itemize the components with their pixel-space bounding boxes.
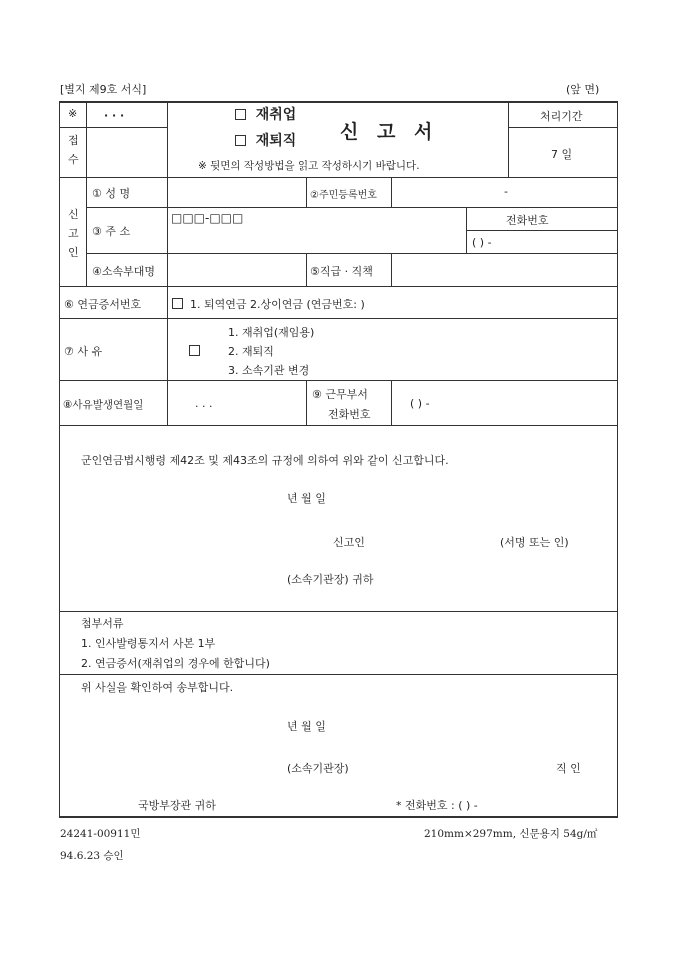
confirmation-date-line[interactable]: 년 월 일 — [287, 720, 326, 733]
declarant-label: 신고인 — [333, 536, 365, 549]
reposition-checkbox[interactable] — [235, 135, 246, 146]
page-side-label: (앞 면) — [566, 83, 600, 96]
receipt-date-field[interactable]: · · · — [104, 109, 125, 122]
attachment-item-1: 1. 인사발령통지서 사본 1부 — [81, 637, 216, 650]
official-seal-label: 직 인 — [556, 762, 581, 775]
reemployment-checkbox[interactable] — [235, 109, 246, 120]
paper-spec: 210mm×297mm, 신문용지 54g/㎡ — [424, 828, 598, 840]
declaration-date-line[interactable]: 년 월 일 — [287, 492, 326, 505]
rrn-label: ②주민등록번호 — [310, 190, 377, 201]
option-reemployment[interactable] — [235, 104, 296, 124]
pension-checkbox[interactable] — [172, 298, 183, 309]
declaration-text: 군인연금법시행령 제42조 및 제43조의 규정에 의하여 위와 같이 신고합니다. — [81, 454, 449, 467]
occurrence-date-field[interactable]: . . . — [195, 397, 213, 410]
name-label: ① 성 명 — [92, 187, 131, 200]
form-code: 24241-00911민 — [60, 828, 141, 840]
applicant-section-char-2: 고 — [68, 227, 79, 240]
reason-item-1: 1. 재취업(재임용) — [228, 326, 315, 339]
attachment-item-2: 2. 연금증서(재취업의 경우에 한합니다) — [81, 657, 270, 670]
postal-code-field[interactable]: □□□-□□□ — [171, 211, 244, 225]
rank-label: ⑤직급 · 직책 — [310, 265, 373, 278]
phone-label: 전화번호 — [506, 214, 549, 227]
pension-label: ⑥ 연금증서번호 — [64, 298, 142, 311]
authority-label: (소속기관장) — [287, 762, 349, 775]
table-bottom-border — [59, 816, 618, 818]
reemployment-label: 재취업 — [255, 107, 297, 123]
occurrence-date-label: ⑧사유발생연월일 — [63, 399, 144, 411]
applicant-section-char-3: 인 — [68, 246, 79, 259]
signature-note[interactable]: (서명 또는 인) — [500, 536, 569, 549]
processing-period-value: 7 일 — [551, 148, 573, 161]
work-phone-label-1: ⑨ 근무부서 — [312, 388, 368, 401]
approval-date: 94.6.23 승인 — [60, 850, 124, 862]
table-top-border — [59, 101, 618, 103]
confirmation-text: 위 사실을 확인하여 송부합니다. — [81, 681, 234, 694]
pension-options-text: 1. 퇴역연금 2.상이연금 (연금번호: ) — [190, 298, 365, 311]
receipt-mark: ※ — [68, 107, 78, 120]
reposition-label: 재퇴직 — [255, 133, 297, 149]
declaration-addressee: (소속기관장) 귀하 — [287, 573, 374, 586]
pension-options[interactable] — [172, 296, 365, 312]
form-title: 신 고 서 — [340, 121, 439, 143]
attachments-title: 첨부서류 — [81, 617, 124, 630]
unit-label: ④소속부대명 — [92, 265, 155, 278]
receipt-label-bottom: 수 — [68, 153, 79, 166]
unit-field[interactable] — [170, 256, 304, 284]
work-phone-label-2: 전화번호 — [328, 408, 371, 421]
reason-item-2: 2. 재퇴직 — [228, 345, 274, 358]
address-label: ③ 주 소 — [92, 225, 131, 238]
receipt-label-top: 접 — [68, 134, 79, 147]
applicant-section-char-1: 신 — [68, 208, 79, 221]
name-field[interactable] — [170, 180, 304, 205]
phone-field[interactable]: ( ) - — [472, 236, 492, 249]
reason-item-3: 3. 소속기관 변경 — [228, 364, 310, 377]
form-number-label: [별지 제9호 서식] — [60, 83, 147, 96]
work-phone-field[interactable]: ( ) - — [410, 397, 430, 410]
confirmation-phone-line[interactable]: * 전화번호 : ( ) - — [396, 799, 478, 812]
confirmation-addressee: 국방부장관 귀하 — [138, 799, 216, 812]
reason-label: ⑦ 사 유 — [64, 345, 103, 358]
rrn-field[interactable]: - — [504, 185, 508, 198]
rank-field[interactable] — [394, 256, 614, 284]
instruction-note: ※ 뒷면의 작성방법을 읽고 작성하시기 바랍니다. — [198, 160, 420, 172]
reason-checkbox[interactable] — [189, 345, 200, 356]
option-reposition[interactable] — [235, 130, 296, 150]
processing-period-label: 처리기간 — [540, 110, 583, 123]
